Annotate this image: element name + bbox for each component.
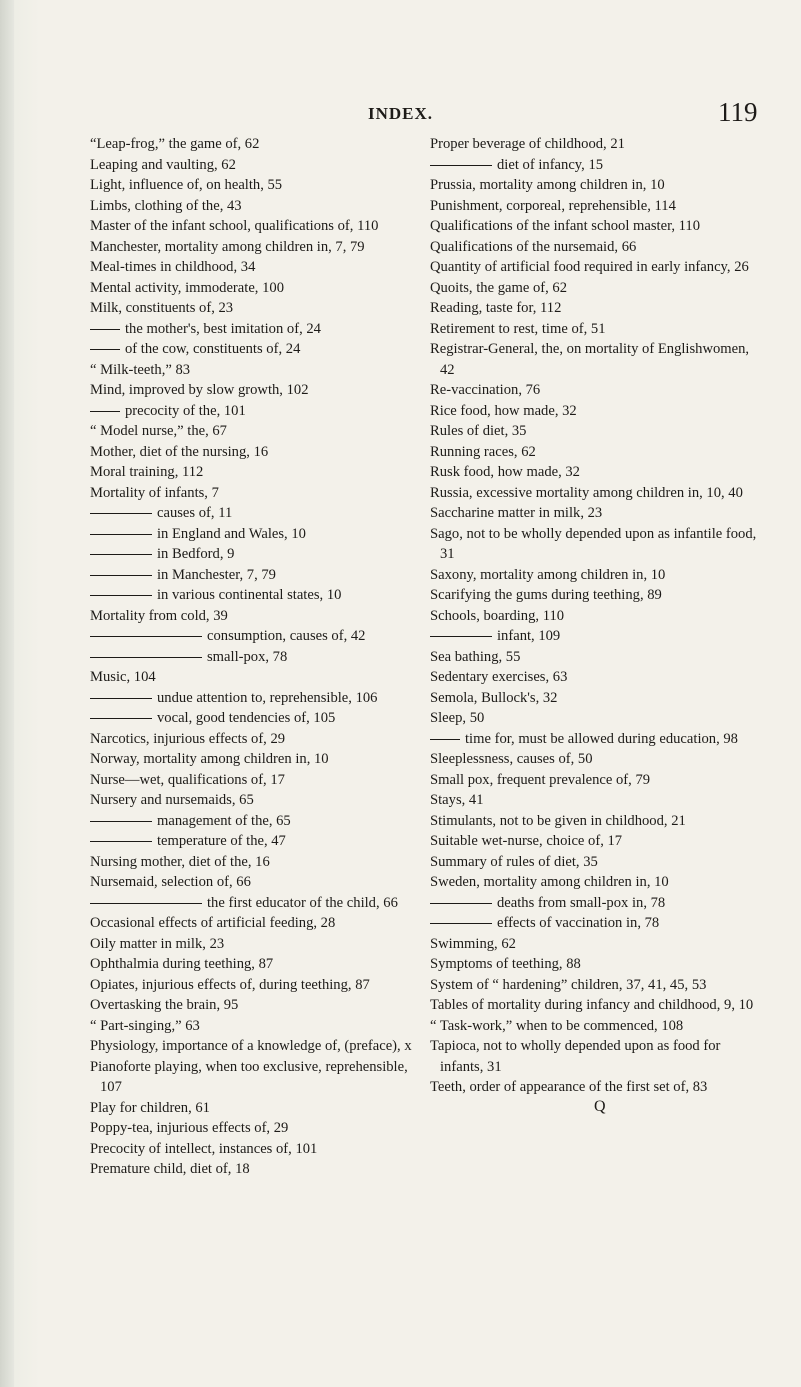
ditto-rule <box>90 595 152 596</box>
index-entry-text: Semola, Bullock's, 32 <box>430 689 558 706</box>
index-entry <box>90 934 415 955</box>
page-number: 119 <box>718 97 758 127</box>
index-entry <box>90 380 415 401</box>
index-entry <box>90 708 415 729</box>
index-entry-text: Ophthalmia during teething, 87 <box>90 956 274 972</box>
index-entry-text: System of “ hardening” children, 37, 41, 45, 53 <box>430 976 707 993</box>
index-entry <box>430 565 760 586</box>
index-entry <box>430 749 760 770</box>
index-entry-text: effects of vaccination in, 78 <box>497 915 660 931</box>
index-entry <box>430 216 760 237</box>
index-entry-text: Saccharine matter in milk, 23 <box>430 505 603 521</box>
index-entry-text: Pianoforte playing, when too exclusive, reprehensible, 107 <box>90 1058 408 1095</box>
index-entry-text: Mortality of infants, 7 <box>90 484 219 501</box>
index-entry-text: Music, 104 <box>90 669 156 685</box>
index-entry-text: Teeth, order of appearance of the first set of, 83 <box>430 1079 708 1095</box>
index-entry-text: Sedentary exercises, 63 <box>430 669 568 685</box>
ditto-rule <box>430 923 492 924</box>
ditto-rule <box>90 575 152 576</box>
index-entry-text: Physiology, importance of a knowledge of, (preface), x <box>90 1038 412 1054</box>
index-entry-text: the first educator of the child, 66 <box>207 894 398 911</box>
ditto-rule <box>90 349 120 350</box>
index-entry <box>430 852 760 873</box>
index-entry <box>90 257 415 278</box>
index-entry-text: Sleeplessness, causes of, 50 <box>430 751 593 767</box>
index-entry-text: infant, 109 <box>497 628 561 644</box>
ditto-rule <box>90 534 152 535</box>
index-entry-text: “ Milk-teeth,” 83 <box>90 361 191 378</box>
signature-mark: Q <box>594 1098 606 1115</box>
index-entry <box>430 442 760 463</box>
index-entry <box>90 360 415 381</box>
index-entry <box>430 462 760 483</box>
index-entry <box>90 688 415 709</box>
index-entry <box>430 155 760 176</box>
ditto-rule <box>430 165 492 166</box>
index-entry <box>430 954 760 975</box>
index-entry-text: Mother, diet of the nursing, 16 <box>90 443 269 460</box>
index-entry-text: Qualifications of the nursemaid, 66 <box>430 238 637 255</box>
index-entry <box>90 831 415 852</box>
index-entry-text: Running races, 62 <box>430 443 536 460</box>
index-entry <box>90 1098 415 1119</box>
index-entry <box>90 134 415 155</box>
index-entry-text: Nursery and nursemaids, 65 <box>90 792 254 808</box>
index-entry-text: vocal, good tendencies of, 105 <box>157 710 336 726</box>
index-entry-text: Rusk food, how made, 32 <box>430 464 580 480</box>
index-entry-text: Rules of diet, 35 <box>430 423 527 439</box>
index-entry <box>430 626 760 647</box>
index-entry <box>90 1159 415 1180</box>
ditto-rule <box>90 411 120 412</box>
index-entry-text: Mental activity, immoderate, 100 <box>90 279 284 296</box>
index-entry <box>430 319 760 340</box>
index-entry-text: Swimming, 62 <box>430 935 516 952</box>
index-entry <box>90 975 415 996</box>
index-entry-text: in Manchester, 7, 79 <box>157 566 276 583</box>
index-entry <box>90 1139 415 1160</box>
index-entry <box>90 852 415 873</box>
ditto-rule <box>90 821 152 822</box>
index-entry-text: Quoits, the game of, 62 <box>430 279 567 296</box>
index-entry <box>430 790 760 811</box>
index-entry-text: Stays, 41 <box>430 792 484 808</box>
index-entry-text: diet of infancy, 15 <box>497 156 604 173</box>
index-entry <box>430 934 760 955</box>
index-entry-text: causes of, 11 <box>157 505 233 521</box>
index-entry <box>90 565 415 586</box>
index-entry-text: deaths from small-pox in, 78 <box>497 894 666 911</box>
index-entry <box>430 421 760 442</box>
index-entry-text: Suitable wet-nurse, choice of, 17 <box>430 833 623 849</box>
index-entry-text: consumption, causes of, 42 <box>207 628 366 644</box>
ditto-rule <box>90 329 120 330</box>
index-entry-text: Norway, mortality among children in, 10 <box>90 751 329 767</box>
index-entry <box>90 811 415 832</box>
index-entry-text: Overtasking the brain, 95 <box>90 997 239 1013</box>
index-entry <box>90 647 415 668</box>
index-entry-text: Milk, constituents of, 23 <box>90 300 234 316</box>
index-entry <box>430 975 760 996</box>
index-column-right <box>430 134 760 1098</box>
index-entry-text: Symptoms of teething, 88 <box>430 956 581 972</box>
index-entry <box>90 237 415 258</box>
index-entry <box>430 1077 760 1098</box>
index-entry-text: in various continental states, 10 <box>157 587 342 603</box>
index-entry <box>90 1016 415 1037</box>
index-entry-text: Precocity of intellect, instances of, 101 <box>90 1140 318 1157</box>
index-entry <box>430 278 760 299</box>
index-entry-text: Saxony, mortality among children in, 10 <box>430 566 666 583</box>
index-entry <box>430 298 760 319</box>
index-entry <box>90 339 415 360</box>
index-entry <box>430 380 760 401</box>
index-entry <box>90 421 415 442</box>
ditto-rule <box>430 636 492 637</box>
index-entry <box>90 1036 415 1057</box>
index-entry-text: Occasional effects of artificial feeding, 28 <box>90 915 336 931</box>
ditto-rule <box>90 698 152 699</box>
index-entry <box>90 893 415 914</box>
index-entry-text: Opiates, injurious effects of, during teething, 87 <box>90 976 370 993</box>
index-entry <box>90 1057 415 1098</box>
index-entry-text: of the cow, constituents of, 24 <box>125 341 301 357</box>
index-entry-text: Leaping and vaulting, 62 <box>90 156 236 173</box>
index-entry <box>90 524 415 545</box>
index-entry-text: Qualifications of the infant school master, 110 <box>430 218 701 234</box>
book-spine-shadow <box>0 0 14 1387</box>
index-entry-text: Nurse—wet, qualifications of, 17 <box>90 771 285 788</box>
index-entry <box>430 893 760 914</box>
index-entry <box>90 790 415 811</box>
index-entry-text: Oily matter in milk, 23 <box>90 935 225 952</box>
index-entry-text: precocity of the, 101 <box>125 402 246 419</box>
index-entry-text: Play for children, 61 <box>90 1099 210 1116</box>
index-entry <box>90 278 415 299</box>
index-entry-text: in England and Wales, 10 <box>157 525 306 542</box>
index-entry <box>90 1118 415 1139</box>
index-entry-text: temperature of the, 47 <box>157 833 286 849</box>
index-entry-text: Limbs, clothing of the, 43 <box>90 197 242 214</box>
index-entry-text: “ Part-singing,” 63 <box>90 1017 200 1034</box>
index-entry-text: Nursemaid, selection of, 66 <box>90 874 251 890</box>
index-entry <box>90 913 415 934</box>
index-column-left <box>90 134 415 1180</box>
index-entry-text: Sleep, 50 <box>430 710 485 726</box>
index-entry-text: Small pox, frequent prevalence of, 79 <box>430 771 651 788</box>
index-entry <box>430 196 760 217</box>
ditto-rule <box>90 636 202 637</box>
index-entry <box>430 667 760 688</box>
index-entry-text: management of the, 65 <box>157 812 291 829</box>
index-entry <box>90 995 415 1016</box>
index-entry-text: Sea bathing, 55 <box>430 648 521 665</box>
index-entry-text: Poppy-tea, injurious effects of, 29 <box>90 1120 289 1136</box>
index-entry <box>90 462 415 483</box>
index-entry <box>430 503 760 524</box>
index-entry <box>90 175 415 196</box>
index-entry-text: Russia, excessive mortality among children in, 10, 40 <box>430 484 743 501</box>
ditto-rule <box>90 657 202 658</box>
index-entry-text: Re-vaccination, 76 <box>430 382 541 398</box>
index-entry-text: Mortality from cold, 39 <box>90 607 228 624</box>
index-entry-text: Prussia, mortality among children in, 10 <box>430 177 665 193</box>
ditto-rule <box>430 903 492 904</box>
index-entry-text: Manchester, mortality among children in, 7, 79 <box>90 238 365 255</box>
index-entry <box>430 257 760 278</box>
index-entry-text: Premature child, diet of, 18 <box>90 1161 250 1177</box>
index-entry <box>90 196 415 217</box>
index-entry-text: Stimulants, not to be given in childhood, 21 <box>430 812 686 829</box>
ditto-rule <box>90 903 202 904</box>
index-entry <box>90 155 415 176</box>
index-entry <box>430 811 760 832</box>
index-entry-text: Master of the infant school, qualifications of, 110 <box>90 218 379 234</box>
index-entry-text: “Leap-frog,” the game of, 62 <box>90 136 260 152</box>
index-entry <box>430 729 760 750</box>
ditto-rule <box>90 718 152 719</box>
index-entry-text: “ Model nurse,” the, 67 <box>90 423 227 439</box>
index-entry <box>90 544 415 565</box>
index-entry <box>90 298 415 319</box>
index-entry-text: Schools, boarding, 110 <box>430 607 565 624</box>
index-entry-text: Proper beverage of childhood, 21 <box>430 136 625 152</box>
index-entry-text: Meal-times in childhood, 34 <box>90 259 256 275</box>
index-entry-text: Scarifying the gums during teething, 89 <box>430 587 662 603</box>
index-entry <box>430 995 760 1016</box>
index-entry-text: Reading, taste for, 112 <box>430 300 562 316</box>
index-entry <box>430 175 760 196</box>
index-entry <box>90 729 415 750</box>
index-entry-text: Mind, improved by slow growth, 102 <box>90 382 309 398</box>
index-entry <box>430 688 760 709</box>
index-entry <box>430 524 760 565</box>
index-entry <box>90 626 415 647</box>
index-entry-text: Retirement to rest, time of, 51 <box>430 320 606 337</box>
index-entry-text: “ Task-work,” when to be commenced, 108 <box>430 1017 684 1034</box>
index-entry <box>430 831 760 852</box>
index-entry <box>90 749 415 770</box>
index-entry-text: undue attention to, reprehensible, 106 <box>157 689 378 706</box>
index-entry <box>430 401 760 422</box>
index-entry <box>90 319 415 340</box>
index-entry-text: Sweden, mortality among children in, 10 <box>430 874 669 890</box>
index-entry <box>90 606 415 627</box>
index-entry <box>90 872 415 893</box>
index-entry-text: time for, must be allowed during education, 98 <box>465 730 738 747</box>
index-entry <box>90 667 415 688</box>
index-entry <box>90 442 415 463</box>
index-entry-text: Sago, not to be wholly depended upon as infantile food, 31 <box>430 525 757 562</box>
index-entry <box>430 237 760 258</box>
index-entry <box>90 483 415 504</box>
index-entry <box>90 585 415 606</box>
index-entry-text: Light, influence of, on health, 55 <box>90 177 283 193</box>
index-entry-text: Rice food, how made, 32 <box>430 402 577 419</box>
index-entry <box>90 954 415 975</box>
index-entry-text: Tapioca, not to wholly depended upon as food for infants, 31 <box>430 1038 721 1075</box>
index-entry <box>90 401 415 422</box>
index-entry <box>90 770 415 791</box>
index-entry <box>430 585 760 606</box>
ditto-rule <box>90 841 152 842</box>
index-entry-text: Registrar-General, the, on mortality of Englishwomen, 42 <box>430 341 750 378</box>
index-entry <box>430 483 760 504</box>
index-entry <box>430 1016 760 1037</box>
index-entry <box>430 339 760 380</box>
index-entry-text: in Bedford, 9 <box>157 546 235 562</box>
index-entry <box>430 770 760 791</box>
index-entry <box>430 134 760 155</box>
index-entry-text: Quantity of artificial food required in early infancy, 26 <box>430 259 749 275</box>
index-entry-text: Tables of mortality during infancy and childhood, 9, 10 <box>430 997 754 1013</box>
ditto-rule <box>90 554 152 555</box>
index-entry-text: Summary of rules of diet, 35 <box>430 853 598 870</box>
ditto-rule <box>430 739 460 740</box>
index-entry <box>430 606 760 627</box>
index-entry <box>430 872 760 893</box>
page-title: INDEX. <box>368 104 434 123</box>
index-entry <box>430 708 760 729</box>
index-entry-text: Moral training, 112 <box>90 464 204 480</box>
ditto-rule <box>90 513 152 514</box>
index-entry-text: the mother's, best imitation of, 24 <box>125 320 321 337</box>
index-entry-text: Nursing mother, diet of the, 16 <box>90 853 270 870</box>
index-entry <box>90 503 415 524</box>
index-entry <box>430 1036 760 1077</box>
index-entry <box>430 647 760 668</box>
index-entry-text: Narcotics, injurious effects of, 29 <box>90 730 286 747</box>
index-entry-text: Punishment, corporeal, reprehensible, 114 <box>430 197 676 214</box>
index-entry <box>430 913 760 934</box>
index-entry <box>90 216 415 237</box>
index-entry-text: small-pox, 78 <box>207 648 288 665</box>
